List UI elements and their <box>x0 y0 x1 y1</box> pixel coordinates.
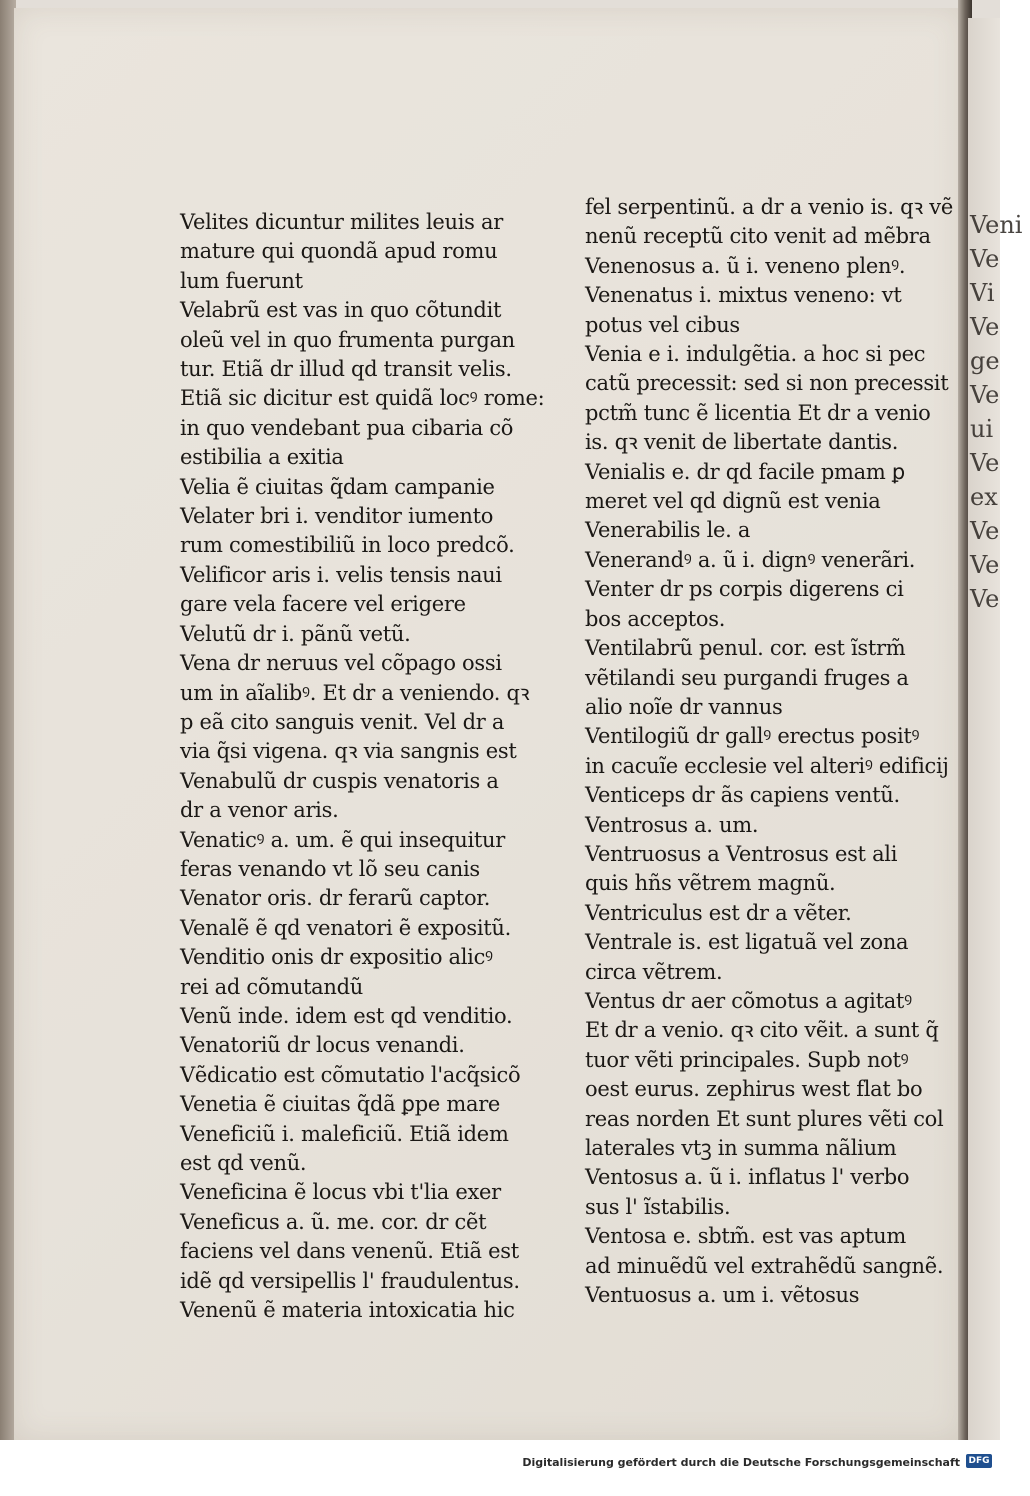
text-line: mature qui quondã apud romu <box>180 239 498 264</box>
text-line: potus vel cibus <box>585 312 740 337</box>
text-line: tur. Etiã dr illud qd transit velis. <box>180 357 512 382</box>
text-line: gare vela facere vel erigere <box>180 592 466 617</box>
text-line: Venatoriũ dr locus venandi. <box>180 1033 465 1058</box>
text-line: Ventriculus est dr a vẽter. <box>585 900 852 925</box>
text-line: tuor vẽti principales. Supb notꝰ <box>585 1047 909 1072</box>
text-line: oest eurus. zephirus west flat bo <box>585 1077 923 1102</box>
text-line: Venenosus a. ũ i. veneno plenꝰ. <box>585 253 906 278</box>
text-line: Vena dr neruus vel cõpago ossi <box>180 651 502 676</box>
text-line: Velutũ dr i. pãnũ vetũ. <box>180 621 411 646</box>
text-line: fel serpentinũ. a dr a venio is. qꝛ vẽ <box>585 195 953 219</box>
text-line: laterales vtꝫ in summa nãlium <box>585 1136 897 1160</box>
facing-page-text <box>970 208 1030 616</box>
facing-page-line: ex <box>970 483 998 511</box>
left-text-column <box>180 208 545 1325</box>
text-line: Venenũ ẽ materia intoxicatia hic <box>180 1298 515 1323</box>
text-line: Ventosa e. sbtm̃. est vas aptum <box>585 1224 906 1249</box>
text-line: Veneficina ẽ locus vbi t'lia exer <box>180 1180 501 1205</box>
text-line: Veneficiũ i. maleficiũ. Etiã idem <box>180 1121 509 1146</box>
facing-page-line: Ve <box>970 245 1000 273</box>
facing-page-line: Ve <box>970 517 1000 545</box>
facing-page-line: Ve <box>970 585 1000 613</box>
text-line: vẽtilandi seu purgandi fruges a <box>585 665 909 690</box>
right-text-column <box>585 193 953 1310</box>
text-line: nenũ receptũ cito venit ad mẽbra <box>585 224 931 249</box>
text-line: Venalẽ ẽ qd venatori ẽ expositũ. <box>180 915 512 940</box>
text-line: is. qꝛ venit de libertate dantis. <box>585 430 899 455</box>
text-line: bos acceptos. <box>585 606 726 631</box>
text-line: alio noĩe dr vannus <box>585 694 783 719</box>
facing-page-line: Vi <box>970 279 995 307</box>
text-line: Ventruosus a Ventrosus est ali <box>585 841 898 866</box>
text-line: Venator oris. dr ferarũ captor. <box>180 886 491 911</box>
facing-page-line: Ve <box>970 381 1000 409</box>
footer-bar <box>0 1440 1000 1496</box>
facing-page-line: ui <box>970 415 994 443</box>
text-line: Velater bri i. venditor iumento <box>180 504 494 529</box>
text-line: Velabrũ est vas in quo cõtundit <box>180 298 502 323</box>
text-line: idẽ qd versipellis l' fraudulentus. <box>180 1268 520 1293</box>
text-line: rei ad cõmutandũ <box>180 974 363 999</box>
text-line: Venũ inde. idem est qd venditio. <box>180 1003 513 1028</box>
text-line: Ventrale is. est ligatuã vel zona <box>585 930 909 955</box>
text-line: in cacuĩe ecclesie vel alteriꝰ edificij <box>585 753 949 778</box>
facing-page-line: Ve <box>970 313 1000 341</box>
text-line: oleũ vel in quo frumenta purgan <box>180 327 515 352</box>
text-line: Venter dr ps corpis digerens ci <box>585 577 904 602</box>
facing-page-edge <box>968 18 1023 1440</box>
text-line: p eã cito sanguis venit. Vel dr a <box>180 709 505 734</box>
text-line: Venabulũ dr cuspis venatoris a <box>180 768 499 793</box>
text-line: Venia e i. indulgẽtia. a hoc si pec <box>585 342 926 367</box>
text-line: quis hñs vẽtrem magnũ. <box>585 871 836 896</box>
text-line: Et dr a venio. qꝛ cito vẽit. a sunt q̃ <box>585 1018 939 1043</box>
text-line: Venialis e. dr qd facile pmam ꝑ <box>585 459 905 484</box>
text-line: Venenatus i. mixtus veneno: vt <box>585 283 902 308</box>
facing-page-line: ge <box>970 347 1000 375</box>
text-line: Ventosus a. ũ i. inflatus l' verbo <box>585 1165 910 1190</box>
text-line: Venticeps dr ãs capiens ventũ. <box>585 783 900 808</box>
text-line: sus l' ĩstabilis. <box>585 1194 731 1219</box>
text-line: lum fuerunt <box>180 268 303 293</box>
text-line: dr a venor aris. <box>180 798 339 823</box>
text-line: Ventus dr aer cõmotus a agitatꝰ <box>585 988 912 1013</box>
text-line: Venerabilis le. a <box>585 518 751 543</box>
text-line: rum comestibiliũ in loco predcõ. <box>180 533 515 558</box>
text-line: Venaticꝰ a. um. ẽ qui insequitur <box>180 827 505 852</box>
text-line: catũ precessit: sed si non precessit <box>585 371 949 396</box>
funding-credit: Digitalisierung gefördert durch die Deutsche Forschungsgemeinschaft <box>522 1456 960 1469</box>
text-line: Venerandꝰ a. ũ i. dignꝰ venerãri. <box>585 547 916 572</box>
text-line: meret vel qd dignũ est venia <box>585 489 881 514</box>
text-line: Ventuosus a. um i. vẽtosus <box>585 1283 860 1308</box>
text-line: in quo vendebant pua cibaria cõ <box>180 415 514 440</box>
text-line: Velia ẽ ciuitas q̃dam campanie <box>180 474 495 499</box>
text-line: Etiã sic dicitur est quidã locꝰ rome: <box>180 386 545 411</box>
text-line: feras venando vt lõ seu canis <box>180 856 480 881</box>
text-line: Venetia ẽ ciuitas q̃dã ꝑpe mare <box>180 1092 501 1117</box>
text-line: Veneficus a. ũ. me. cor. dr cẽt <box>180 1209 487 1234</box>
text-line: um in aĩalibꝰ. Et dr a veniendo. qꝛ <box>180 680 530 705</box>
dfg-logo: DFG <box>966 1454 992 1468</box>
text-line: pctm̃ tunc ẽ licentia Et dr a venio <box>585 400 931 425</box>
text-line: estibilia a exitia <box>180 445 344 470</box>
text-line: Vẽdicatio est cõmutatio l'acq̃sicõ <box>180 1062 521 1087</box>
text-line: circa vẽtrem. <box>585 959 723 984</box>
text-line: Velificor aris i. velis tensis naui <box>180 562 502 587</box>
text-line: Velites dicuntur milites leuis ar <box>180 210 503 234</box>
text-line: ad minuẽdũ vel extrahẽdũ sangnẽ. <box>585 1253 944 1278</box>
text-line: faciens vel dans venenũ. Etiã est <box>180 1239 519 1264</box>
text-line: reas norden Et sunt plures vẽti col <box>585 1106 944 1131</box>
facing-page-line: Ve <box>970 449 1000 477</box>
facing-page-line: Veni <box>970 211 1023 239</box>
text-line: Ventilogiũ dr gallꝰ erectus positꝰ <box>585 724 920 749</box>
text-line: est qd venũ. <box>180 1151 307 1175</box>
text-line: Venditio onis dr expositio alicꝰ <box>180 945 493 970</box>
text-line: via q̃si vigena. qꝛ via sangnis est <box>180 739 517 764</box>
facing-page-line: Ve <box>970 551 1000 579</box>
text-line: Ventrosus a. um. <box>585 812 759 837</box>
text-line: Ventilabrũ penul. cor. est ĩstrm̃ <box>585 636 906 661</box>
